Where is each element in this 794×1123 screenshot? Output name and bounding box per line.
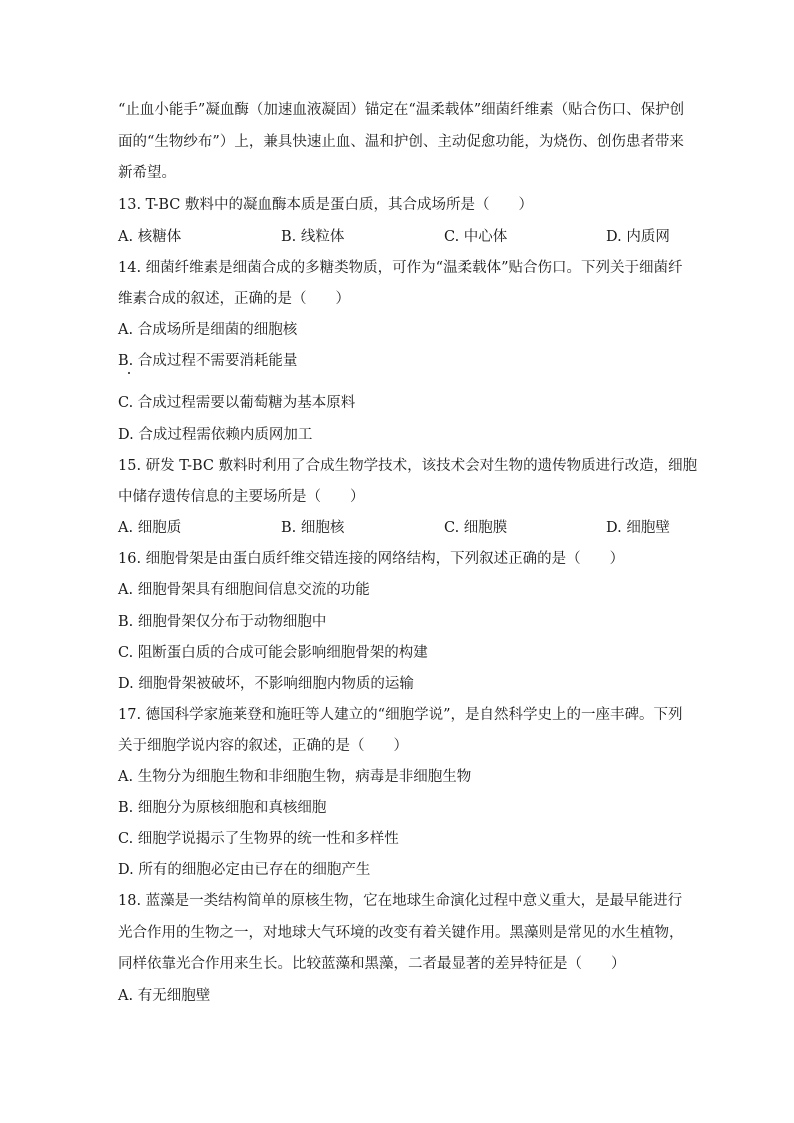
option-a: A. 细胞质: [118, 520, 182, 536]
option-c: C. 中心体: [444, 229, 508, 245]
question-15-stem: 中储存遗传信息的主要场所是（ ）: [118, 489, 365, 505]
option-c: C. 细胞学说揭示了生物界的统一性和多样性: [118, 831, 399, 847]
option-b: B. 细胞分为原核细胞和真核细胞: [118, 800, 327, 816]
intro-line: 新希望。: [118, 165, 176, 181]
question-15-options: [118, 518, 678, 538]
option-b: B. 合成过程不需要消耗能量: [118, 353, 298, 369]
option-d: D. 合成过程需依赖内质网加工: [118, 427, 313, 443]
option-d: D. 细胞壁: [606, 520, 670, 536]
question-13-options: [118, 227, 678, 247]
option-a: A. 细胞骨架具有细胞间信息交流的功能: [118, 582, 370, 598]
option-a: A. 生物分为细胞生物和非细胞生物，病毒是非细胞生物: [118, 769, 472, 785]
question-18-stem: 同样依靠光合作用来生长。比较蓝藻和黑藻，二者最显著的差异特征是（ ）: [118, 956, 626, 972]
question-16-stem: 16. 细胞骨架是由蛋白质纤维交错连接的网络结构，下列叙述正确的是（ ）: [118, 551, 625, 567]
option-d: D. 细胞骨架被破坏，不影响细胞内物质的运输: [118, 676, 414, 692]
question-14-stem: 维素合成的叙述，正确的是（ ）: [118, 291, 350, 307]
question-15-stem: 15. 研发 T-BC 敷料时利用了合成生物学技术，该技术会对生物的遗传物质进行改造，细胞: [118, 458, 698, 474]
option-a: A. 合成场所是细菌的细胞核: [118, 322, 298, 338]
question-18-stem: 光合作用的生物之一，对地球大气环境的改变有着关键作用。黑藻则是常见的水生植物，: [118, 925, 684, 941]
intro-line: “止血小能手”凝血酶（加速血液凝固）锚定在“温柔载体”细菌纤维素（贴合伤口、保护创: [118, 102, 685, 118]
question-17-stem: 关于细胞学说内容的叙述，正确的是（ ）: [118, 738, 408, 754]
stray-dot: [128, 372, 130, 374]
option-a: A. 有无细胞壁: [118, 988, 211, 1004]
question-14-stem: 14. 细菌纤维素是细菌合成的多糖类物质，可作为“温柔载体”贴合伤口。下列关于细菌纤: [118, 260, 683, 276]
option-b: B. 细胞核: [281, 520, 345, 536]
option-d: D. 内质网: [606, 229, 670, 245]
option-c: C. 阻断蛋白质的合成可能会影响细胞骨架的构建: [118, 645, 428, 661]
intro-line: 面的“生物纱布”）上，兼具快速止血、温和护创、主动促愈功能，为烧伤、创伤患者带来: [118, 134, 684, 150]
option-b: B. 线粒体: [281, 229, 345, 245]
option-c: C. 合成过程需要以葡萄糖为基本原料: [118, 395, 356, 411]
option-a: A. 核糖体: [118, 229, 182, 245]
option-b: B. 细胞骨架仅分布于动物细胞中: [118, 614, 327, 630]
option-c: C. 细胞膜: [444, 520, 508, 536]
question-18-stem: 18. 蓝藻是一类结构简单的原核生物，它在地球生命演化过程中意义重大，是最早能进行: [118, 893, 683, 909]
question-13-stem: 13. T-BC 敷料中的凝血酶本质是蛋白质，其合成场所是（ ）: [118, 197, 533, 213]
question-17-stem: 17. 德国科学家施莱登和施旺等人建立的“细胞学说”，是自然科学史上的一座丰碑。下列: [118, 707, 683, 723]
option-d: D. 所有的细胞必定由已存在的细胞产生: [118, 862, 371, 878]
